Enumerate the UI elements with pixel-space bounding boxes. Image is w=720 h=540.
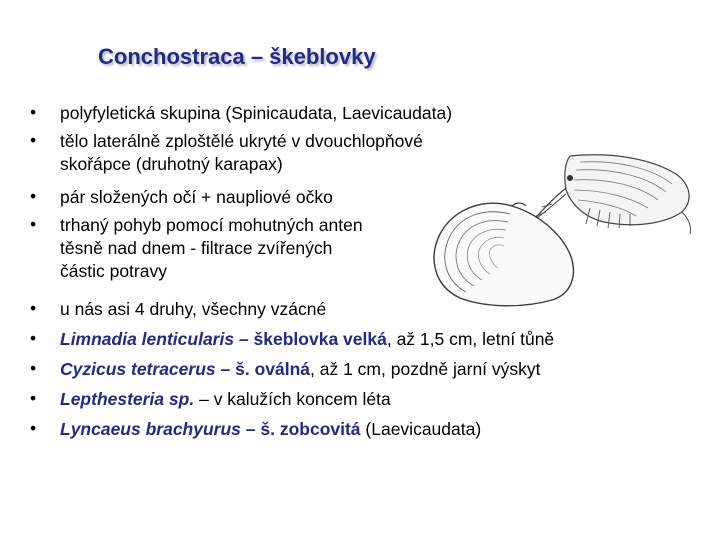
species-text — [60, 388, 690, 411]
bullet-dot: • — [30, 298, 37, 318]
species-name: Lyncaeus brachyurus — [60, 419, 241, 439]
species-text — [60, 358, 690, 381]
separator: – — [215, 359, 236, 379]
species-name: Cyzicus tetracerus — [60, 359, 216, 379]
bullet-dot: • — [30, 214, 37, 234]
species-detail: v kalužích koncem léta — [213, 389, 391, 409]
bullet-dot: • — [30, 130, 37, 150]
bullet-dot: • — [30, 418, 37, 438]
separator: – — [240, 419, 261, 439]
bullet-line: skořápce (druhotný karapax) — [60, 154, 283, 174]
species-text — [60, 328, 690, 351]
species-detail: , až 1 cm, pozdně jarní výskyt — [310, 359, 541, 379]
species-name: Lepthesteria sp. — [60, 389, 195, 409]
bullet-dot: • — [30, 186, 37, 206]
bullet-line: pár složených očí + naupliové očko — [60, 187, 333, 207]
bullet-text — [60, 298, 690, 321]
slide-title: Conchostraca – škeblovky — [98, 44, 376, 69]
species-text — [60, 418, 690, 441]
bullet-line: těsně nad dnem - filtrace zvířených — [60, 238, 333, 258]
bullet-line: polyfyletická skupina (Spinicaudata, Laevicaudata) — [60, 103, 453, 123]
separator: – — [234, 329, 254, 349]
bullet-text — [60, 102, 690, 125]
bullet-text — [60, 214, 690, 283]
bullet-dot: • — [30, 358, 37, 378]
bullet-dot: • — [30, 102, 37, 122]
czech-name: škeblovka velká — [253, 329, 387, 349]
separator: – — [194, 389, 214, 409]
species-name: Limnadia lenticularis — [60, 329, 235, 349]
species-detail: , až 1,5 cm, letní tůně — [386, 329, 555, 349]
bullet-text — [60, 130, 690, 176]
bullet-line: trhaný pohyb pomocí mohutných anten — [60, 215, 363, 235]
czech-name: š. zobcovitá — [260, 419, 361, 439]
bullet-dot: • — [30, 388, 37, 408]
bullet-line: u nás asi 4 druhy, všechny vzácné — [60, 299, 327, 319]
bullet-text — [60, 186, 690, 209]
bullet-dot: • — [30, 328, 37, 348]
bullet-line: tělo laterálně zploštělé ukryté v dvouchlopňové — [60, 131, 423, 151]
bullet-line: částic potravy — [60, 261, 167, 281]
czech-name: š. oválná — [235, 359, 311, 379]
species-detail: (Laevicaudata) — [360, 419, 482, 439]
